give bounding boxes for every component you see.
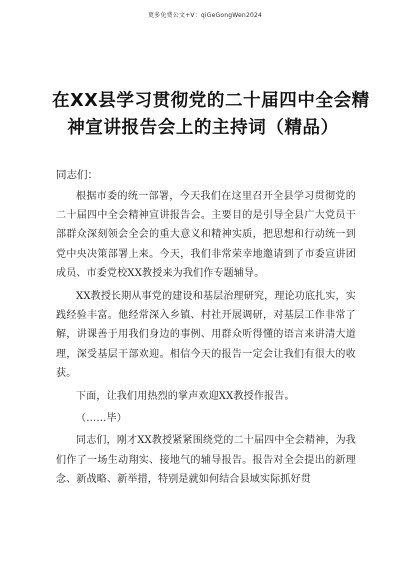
header-note: 更多免费公文+V：qiGeGongWen2024	[147, 12, 263, 19]
document-body	[56, 187, 356, 493]
document-title	[52, 88, 370, 142]
paragraph-speaker-bio: XX教授长期从事党的建设和基层治理研究，理论功底扎实，实践经验丰富。他经常深入乡镇、村社开展调研，对基层工作非常了解，讲课善于用我们身边的事例、用群众听得懂的语言来讲清大道理，深受基层干部欢迎。相信今天的报告一定会让我们有很大的收获。	[56, 291, 356, 379]
title-line-2: 神宣讲报告会上的主持词（精品）	[67, 118, 339, 138]
paragraph-summary: 同志们，刚才XX教授紧紧围绕党的二十届四中全会精神，为我们作了一场生动翔实、接地气的辅导报告。报告对全会提出的新理念、新战略、新举措，特别是就如何结合县域实际抓好贯	[56, 435, 356, 485]
salutation: 同志们：	[56, 169, 98, 181]
paragraph-welcome: 下面，让我们用热烈的掌声欢迎XX教授作报告。	[76, 391, 295, 403]
paragraph-omitted: （……毕）	[76, 413, 127, 425]
title-line-1: 在XX县学习贯彻党的二十届四中全会精	[52, 91, 370, 111]
paragraph-intro: 根据市委的统一部署，今天我们在这里召开全县学习贯彻党的二十届四中全会精神宣讲报告会。主要目的是引导全县广大党员干部群众深刻领会全会的重大意义和精神实质，把思想和行动统一到党中央决策部署上来。今天，我们非常荣幸地邀请到了市委宣讲团成员、市委党校XX教授来为我们作专题辅导。	[56, 191, 356, 279]
